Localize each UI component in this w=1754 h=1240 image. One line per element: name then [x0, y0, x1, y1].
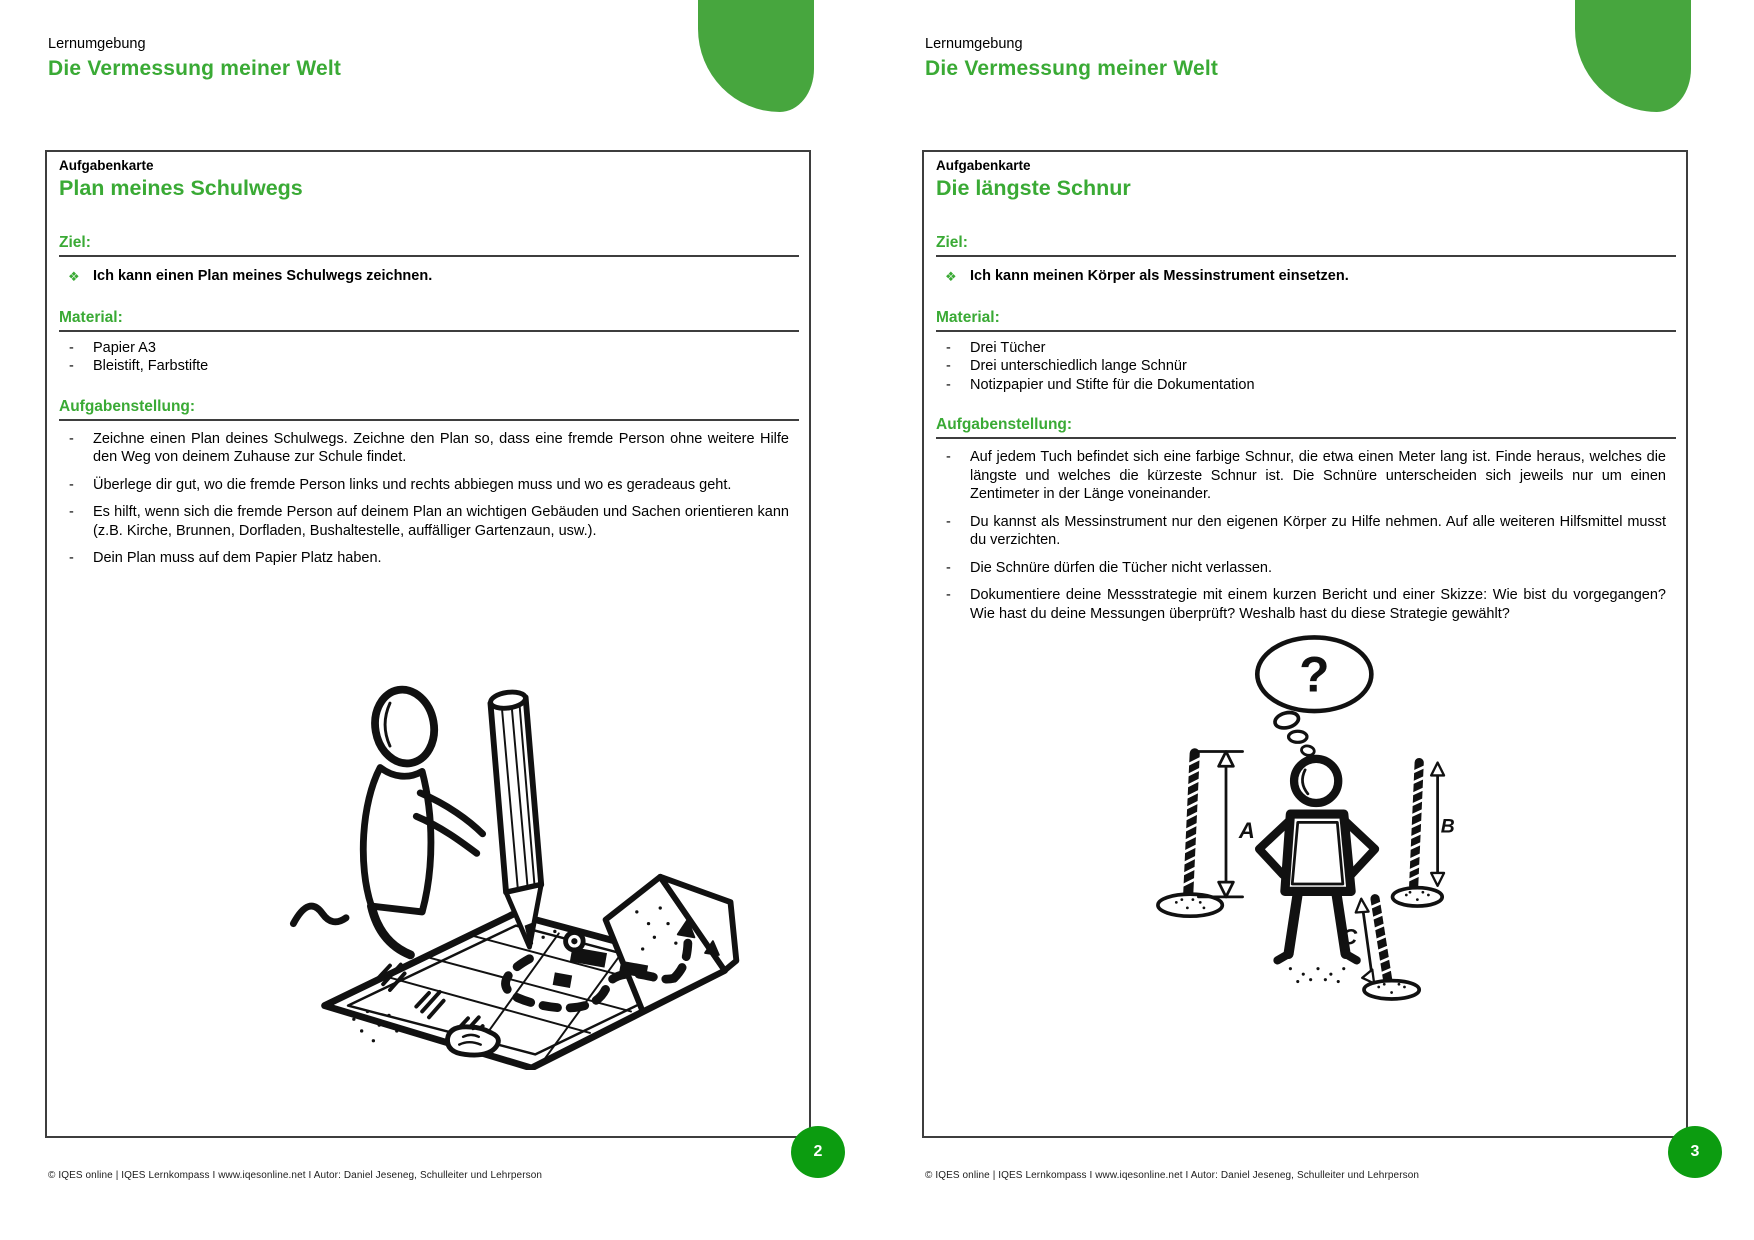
material-item-text: Drei unterschiedlich lange Schnür [970, 358, 1187, 375]
section-heading-aufgabenstellung: Aufgabenstellung: [936, 416, 1676, 439]
doc-eyebrow: Lernumgebung [925, 36, 1023, 52]
material-list [59, 339, 799, 376]
material-item [936, 339, 1676, 358]
aufgaben-item-text: Die Schnüre dürfen die Tücher nicht verlassen. [970, 559, 1272, 576]
ziel-list [59, 267, 799, 287]
label-b: B [1440, 816, 1455, 838]
aufgaben-item [936, 559, 1676, 578]
stick-figure [363, 685, 482, 955]
schnur-messen-illustration [1134, 626, 1456, 1004]
schulweg-map-illustration [274, 668, 744, 1070]
stick-figure [1259, 759, 1375, 983]
dash-bullet: - [946, 513, 951, 530]
material-list [936, 339, 1676, 395]
material-item [59, 339, 799, 358]
doc-title: Die Vermessung meiner Welt [48, 57, 342, 80]
dash-bullet: - [946, 376, 951, 393]
material-item-text: Bleistift, Farbstifte [93, 358, 209, 375]
material-item-text: Drei Tücher [970, 339, 1046, 356]
card-tag: Aufgabenkarte [936, 158, 1031, 173]
aufgaben-list [59, 430, 799, 568]
page-footer: © IQES online | IQES Lernkompass I www.iqesonline.net I Autor: Daniel Jeseneg, Schulleiter und Lehrperson [48, 1170, 543, 1181]
dash-bullet: - [946, 358, 951, 375]
dash-bullet: - [69, 430, 74, 447]
material-item-text: Papier A3 [93, 339, 156, 356]
question-mark: ? [1299, 646, 1330, 703]
material-item [59, 357, 799, 376]
rope-c [1341, 899, 1419, 999]
pencil-icon [490, 690, 542, 947]
corner-decoration [698, 0, 814, 112]
section-heading-ziel: Ziel: [59, 234, 799, 257]
aufgaben-item [936, 448, 1676, 504]
dash-bullet: - [69, 339, 74, 356]
aufgaben-item-text: Du kannst als Messinstrument nur den eigenen Körper zu Hilfe nehmen. Auf alle weiteren Hilfsmittel musst du verzichten. [970, 513, 1666, 549]
section-heading-material: Material: [936, 309, 1676, 332]
dash-bullet: - [69, 504, 74, 521]
material-item [936, 376, 1676, 395]
task-card [45, 150, 811, 1138]
ziel-list [936, 267, 1676, 287]
diamond-bullet-icon: ❖ [945, 269, 957, 284]
label-a: A [1238, 818, 1255, 843]
page-number-badge: 3 [1668, 1126, 1722, 1178]
aufgaben-item [59, 549, 799, 568]
squiggle-line [293, 906, 346, 924]
ziel-item-text: Ich kann meinen Körper als Messinstrument einsetzen. [970, 268, 1349, 284]
dash-bullet: - [946, 449, 951, 466]
dash-bullet: - [69, 358, 74, 375]
card-title: Plan meines Schulwegs [59, 176, 303, 200]
section-heading-aufgabenstellung: Aufgabenstellung: [59, 398, 799, 421]
aufgaben-item-text: Zeichne einen Plan deines Schulwegs. Zeichne den Plan so, dass eine fremde Person ohne weitere Hilfe den Weg von deinem Zuhause zur Schule findet. [93, 430, 789, 466]
ziel-item-text: Ich kann einen Plan meines Schulwegs zeichnen. [93, 268, 433, 284]
aufgaben-item-text: Dokumentiere deine Messstrategie mit einem kurzen Bericht und einer Skizze: Wie bist du vorgegangen? Wie hast du deine Messungen überprüft? Weshalb hast du diese Strategie gewählt? [970, 587, 1666, 623]
aufgaben-item-text: Überlege dir gut, wo die fremde Person links und rechts abbiegen muss und wo es geradeaus geht. [93, 476, 732, 493]
pond [447, 1027, 498, 1055]
page-footer: © IQES online | IQES Lernkompass I www.iqesonline.net I Autor: Daniel Jeseneg, Schulleiter und Lehrperson [925, 1170, 1420, 1181]
dash-bullet: - [946, 559, 951, 576]
material-item [936, 357, 1676, 376]
dash-bullet: - [69, 476, 74, 493]
ziel-item [936, 267, 1676, 287]
diamond-bullet-icon: ❖ [68, 269, 80, 284]
ziel-item [59, 267, 799, 287]
section-heading-ziel: Ziel: [936, 234, 1676, 257]
label-c: C [1341, 924, 1358, 950]
page-header [48, 36, 341, 81]
aufgaben-item-text: Auf jedem Tuch befindet sich eine farbige Schnur, die etwa einen Meter lang ist. Finde heraus, welches die längste und welches die kürzeste Schnur ist. Die Schnüre unterscheiden sich jeweils nur um einen Zentimeter in der Länge voneinander. [970, 449, 1666, 503]
card-tag: Aufgabenkarte [59, 158, 154, 173]
aufgaben-item-text: Es hilft, wenn sich die fremde Person auf deinem Plan an wichtigen Gebäuden und Sachen orientieren kann (z.B. Kirche, Brunnen, Dorfladen, Bushaltestelle, auffälliger Gartenzaun, usw.). [93, 504, 789, 539]
corner-decoration [1575, 0, 1691, 112]
aufgaben-item-text: Dein Plan muss auf dem Papier Platz haben. [93, 550, 382, 567]
thought-bubble [1257, 637, 1371, 756]
aufgaben-item [59, 430, 799, 467]
dash-bullet: - [946, 587, 951, 604]
card-title: Die längste Schnur [936, 176, 1131, 200]
aufgaben-list [936, 448, 1676, 623]
dash-bullet: - [946, 339, 951, 356]
doc-title: Die Vermessung meiner Welt [925, 57, 1219, 80]
rope-b [1393, 763, 1455, 907]
aufgaben-item [59, 476, 799, 495]
material-item-text: Notizpapier und Stifte für die Dokumentation [970, 376, 1255, 393]
measure-arrow-c [1362, 904, 1372, 978]
doc-eyebrow: Lernumgebung [48, 36, 146, 52]
section-heading-material: Material: [59, 309, 799, 332]
page-right [877, 0, 1754, 1240]
aufgaben-item [936, 586, 1676, 623]
rope-a [1158, 752, 1255, 917]
ground-dots [1289, 967, 1345, 983]
page-header [925, 36, 1218, 81]
task-card [922, 150, 1688, 1138]
page-number-badge: 2 [791, 1126, 845, 1178]
aufgaben-item [59, 503, 799, 540]
aufgaben-item [936, 513, 1676, 550]
dash-bullet: - [69, 550, 74, 567]
